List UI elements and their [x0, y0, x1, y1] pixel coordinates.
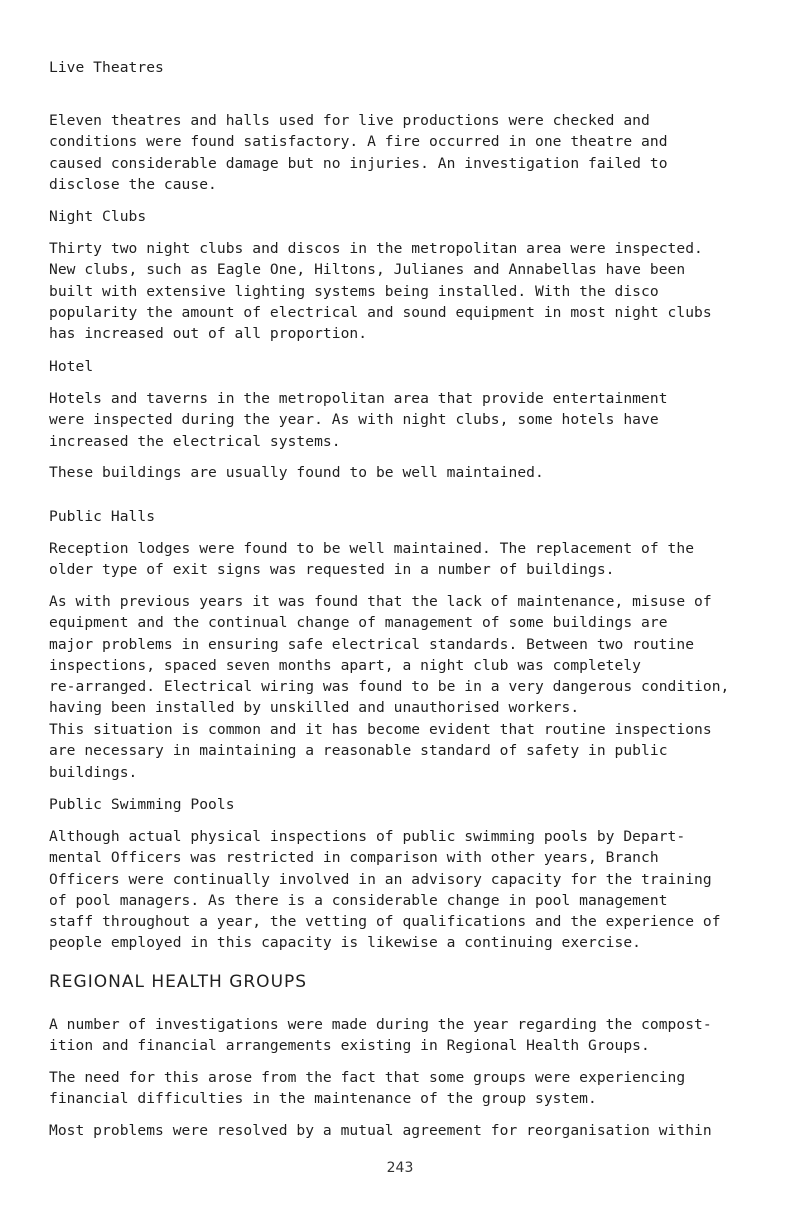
heading-public-swimming-pools: Public Swimming Pools: [49, 796, 235, 813]
paragraph-regional-health-1: A number of investigations were made during the year regarding the compost- ition and financial arrangements existing in Regional Health Groups.: [49, 1016, 712, 1055]
paragraph-public-swimming-pools: Although actual physical inspections of public swimming pools by Depart- mental Officers was restricted in comparison with other years, Branch Officers were continually involved in an advisory capacity for the training of pool managers. As there is a considerable change in pool management staff throughout a year, the vetting of qualifications and the experience of people employed in this capacity is likewise a continuing exercise.: [49, 828, 721, 952]
paragraph-night-clubs: Thirty two night clubs and discos in the metropolitan area were inspected. New clubs, such as Eagle One, Hiltons, Julianes and Annabellas have been built with extensive lighting systems being installed. With the disco popularity the amount of electrical and sound equipment in most night clubs has increased out of all proportion.: [49, 240, 712, 343]
paragraph-regional-health-2: The need for this arose from the fact that some groups were experiencing financial difficulties in the maintenance of the group system.: [49, 1069, 686, 1108]
heading-hotel: Hotel: [49, 358, 94, 375]
paragraph-public-halls-3: This situation is common and it has become evident that routine inspections are necessary in maintaining a reasonable standard of safety in public buildings.: [49, 721, 712, 781]
paragraph-public-halls-2: As with previous years it was found that the lack of maintenance, misuse of equipment and the continual change of management of some buildings are major problems in ensuring safe electrical standards. Between two routine inspections, spaced seven months apart, a night club was completely re-arranged. Electrical wiring was found to be in a very dangerous condition, having been installed by unskilled and unauthorised workers.: [49, 593, 730, 717]
paragraph-regional-health-3: Most problems were resolved by a mutual agreement for reorganisation within: [49, 1122, 712, 1139]
paragraph-hotel-1: Hotels and taverns in the metropolitan area that provide entertainment were inspected during the year. As with night clubs, some hotels have increased the electrical systems.: [49, 390, 668, 450]
section-title-regional-health-groups: REGIONAL HEALTH GROUPS: [49, 972, 308, 992]
paragraph-public-halls-1: Reception lodges were found to be well maintained. The replacement of the older type of exit signs was requested in a number of buildings.: [49, 540, 695, 579]
paragraph-hotel-2: These buildings are usually found to be well maintained.: [49, 464, 544, 481]
heading-live-theatres: Live Theatres: [49, 59, 164, 76]
heading-public-halls: Public Halls: [49, 508, 156, 525]
page-number: 243: [386, 1160, 414, 1176]
paragraph-live-theatres: Eleven theatres and halls used for live productions were checked and conditions were found satisfactory. A fire occurred in one theatre and caused considerable damage but no injuries. An investigation failed to disclose the cause.: [49, 112, 668, 193]
heading-night-clubs: Night Clubs: [49, 208, 147, 225]
